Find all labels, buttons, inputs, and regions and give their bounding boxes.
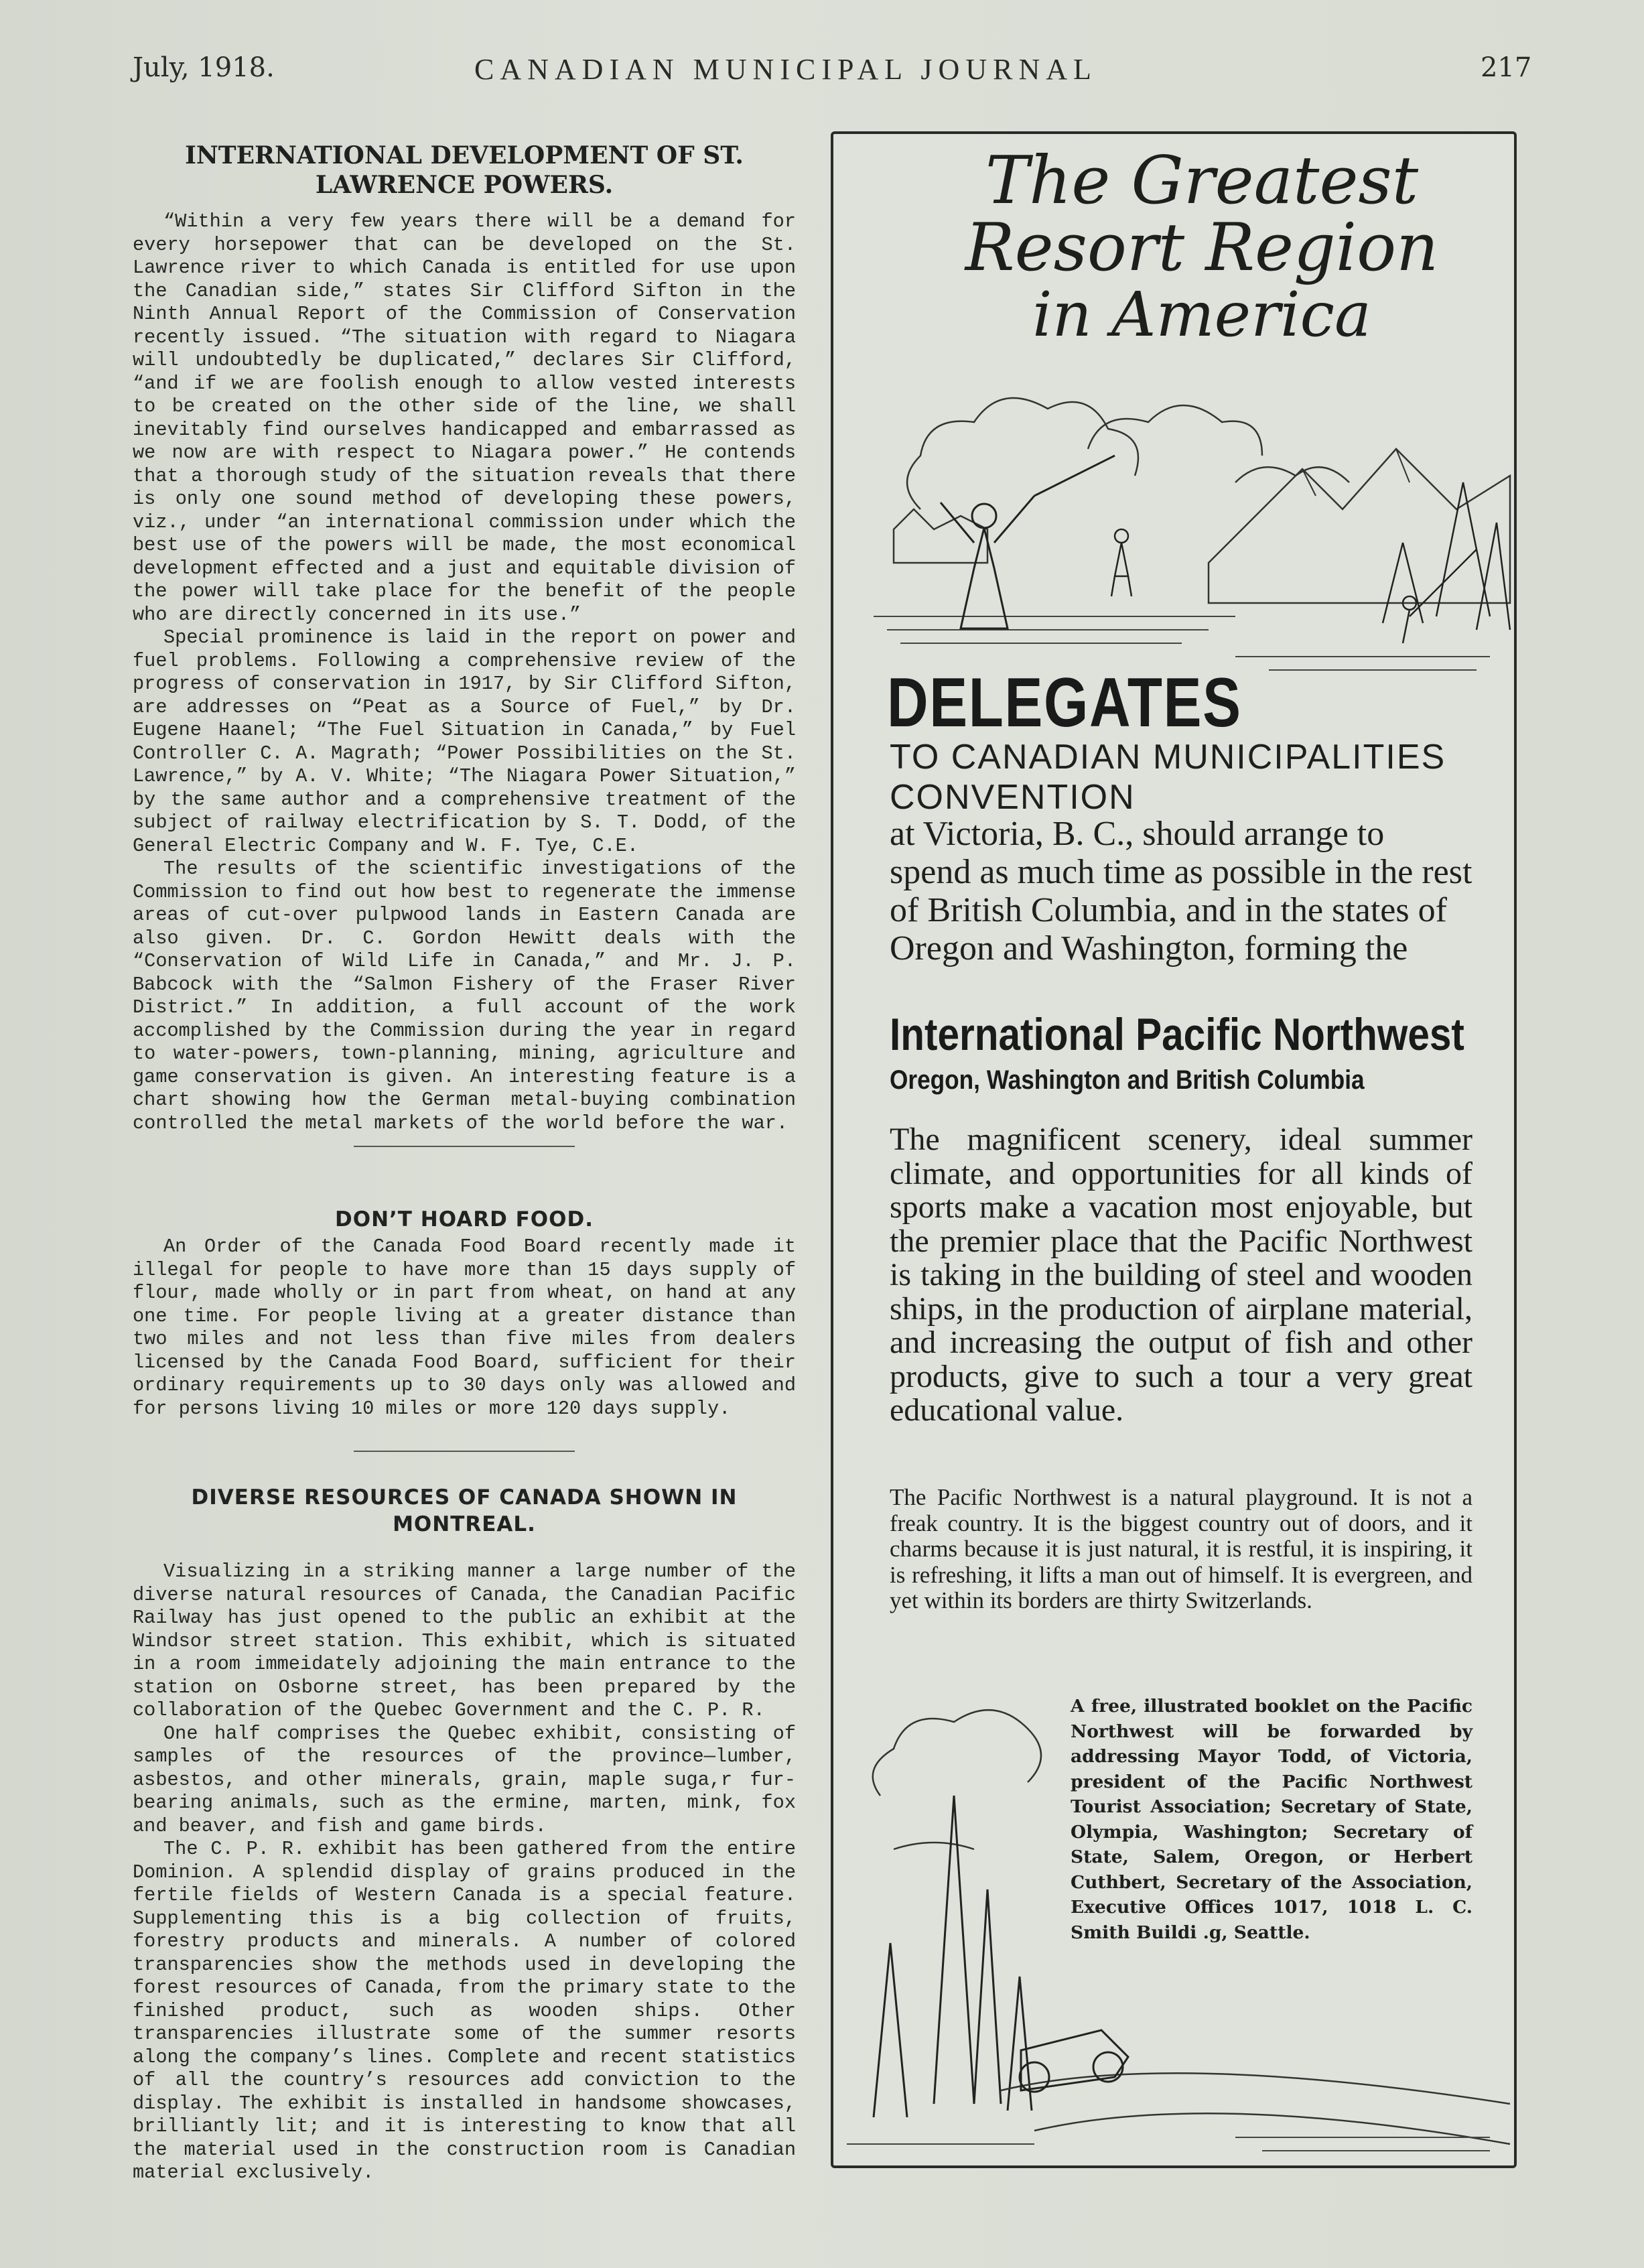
article-hoard-food	[133, 1206, 796, 1420]
article-paragraph: The C. P. R. exhibit has been gathered from the entire Dominion. A splendid display of grains produced in the fertile fields of Western Canada is a special feature. Supplementing this is a big collection of fruits, forestry products and minerals. A number of colored transparencies show the methods used in developing the forest resources of Canada, from the primary state to the finished product, such as wooden ships. Other transparencies illustrate some of the summer resorts along the company’s lines. Complete and recent statistics of all the country’s resources add conviction to the display. The exhibit is installed in handsome showcases, brilliantly lit; and it is interesting to know that all the material used in the construction room is Canadian material exclusively.	[133, 1838, 796, 2184]
issue-date: July, 1918.	[133, 52, 275, 83]
ad-body-paragraph-2: The Pacific Northwest is a natural playground. It is not a freak country. It is the biggest country out of doors, and it charms because it is just natural, it is restful, it is inspiring, it is refreshing, it lifts a man out of himself. It is evergreen, and yet within its borders are thirty Switzerlands.	[890, 1484, 1472, 1613]
journal-title: CANADIAN MUNICIPAL JOURNAL	[474, 53, 1097, 86]
page-number: 217	[1481, 52, 1532, 83]
region-title: International Pacific Northwest	[890, 1009, 1464, 1060]
article-title: DIVERSE RESOURCES OF CANADA SHOWN IN MONTREAL.	[191, 1485, 738, 1536]
article-title: INTERNATIONAL DEVELOPMENT OF ST. LAWRENCE POWERS.	[185, 141, 744, 199]
article-title: DON’T HOARD FOOD.	[335, 1207, 594, 1231]
ad-headline: DELEGATES	[887, 664, 1242, 742]
article-paragraph: The results of the scientific investigations of the Commission to find out how best to regenerate the immense areas of cut-over pulpwood lands in Eastern Canada are also given. Dr. C. Gordon Hewitt deals with the “Conservation of Wild Life in Canada,” and Mr. J. P. Babcock with the “Salmon Fishery of the Fraser River District.” In addition, a full account of the work accomplished by the Commission during the year in regard to water-powers, town-planning, mining, agriculture and game conservation is given. An interesting feature is a chart showing how the German metal-buying combination controlled the metal markets of the world before the war.	[133, 858, 796, 1134]
script-title-line1: The Greatest	[985, 143, 1419, 219]
ad-subhead: TO CANADIAN MUNICIPALITIES CONVENTION	[890, 738, 1446, 817]
ad-body-paragraph: The magnificent scenery, ideal summer climate, and opportunities for all kinds of sports make a vacation most enjoyable, but the premier place that the Pacific Northwest is taking in the building of steel and wooden ships, in the production of airplane material, and increasing the output of fish and other products, give to such a tour a very great educational value.	[890, 1122, 1472, 1428]
booklet-offer: A free, illustrated booklet on the Pacific Northwest will be forwarded by addressing Mayor Todd, of Victoria, president of the Pacific Northwest Tourist Association; Secretary of State, Olympia, Washington; Secretary of State, Salem, Oregon, or Herbert Cuthbert, Secretary of the Association, Executive Offices 1017, 1018 L. C. Smith Buildi .g, Seattle.	[1071, 1696, 1472, 1943]
article-paragraph: An Order of the Canada Food Board recently made it illegal for people to have more than 15 days supply of flour, made wholly or in part from wheat, on hand at any one time. For people living at a greater distance than two miles and not less than five miles from dealers licensed by the Canada Food Board, sufficient for their ordinary requirements up to 30 days only was allowed and for persons living 10 miles or more 120 days supply.	[133, 1236, 796, 1420]
article-paragraph: “Within a very few years there will be a demand for every horsepower that can be developed on the St. Lawrence river to which Canada is entitled for use upon the Canadian side,” states Sir Clifford Sifton in the Ninth Annual Report of the Commission of Conservation recently issued. “The situation with regard to Niagara will undoubtedly be duplicated,” declares Sir Clifford, “and if we are foolish enough to allow vested interests to be created on the other side of the line, we shall inevitably find ourselves handicapped and embarrassed as we now are with respect to Niagara power.” He contends that a thorough study of the situation reveals that there is only one sound method of developing these powers, viz., under “an international commission under which the best use of the powers will be made, the most economical development effected and a just and equitable division of the power will take place for the benefit of the people who are directly concerned in its use.”	[133, 210, 796, 626]
section-divider	[354, 1146, 575, 1147]
region-subtitle: Oregon, Washington and British Columbia	[890, 1065, 1365, 1095]
article-paragraph: Visualizing in a striking manner a large number of the diverse natural resources of Canada, the Canadian Pacific Railway has just opened to the public an exhibit at the Windsor street station. This exhibit, which is situated in a room immeidately adjoining the main entrance to the station on Osborne street, has been prepared by the collaboration of the Quebec Government and the C. P. R.	[133, 1560, 796, 1721]
ad-script-title	[914, 143, 1490, 350]
tourism-advertisement	[831, 131, 1517, 2168]
article-diverse-resources	[133, 1484, 796, 2185]
section-divider	[354, 1451, 575, 1452]
article-st-lawrence	[133, 141, 796, 1135]
ad-intro: at Victoria, B. C., should arrange to spend as much time as possible in the rest of British Columbia, and in the states of Oregon and Washington, forming the	[890, 815, 1472, 968]
article-paragraph: Special prominence is laid in the report on power and fuel problems. Following a comprehensive review of the progress of conservation in 1917, by Sir Clifford Sifton, are addresses on “Peat as a Source of Fuel,” by Dr. Eugene Haanel; “The Fuel Situation in Canada,” by Fuel Controller C. A. Magrath; “Power Possibilities on the St. Lawrence,” by A. V. White; “The Niagara Power Situation,” by the same author and a comprehensive treatment of the subject of railway electrification by S. T. Dodd, of the General Electric Company and W. F. Tye, C.E.	[133, 626, 796, 857]
script-title-line2: Resort Region	[965, 210, 1439, 286]
article-paragraph: One half comprises the Quebec exhibit, consisting of samples of the resources of the province—lumber, asbestos, and other minerals, grain, maple suga,r fur-bearing animals, such as the ermine, marten, mink, fox and beaver, and fish and game birds.	[133, 1722, 796, 1837]
script-title-line3: in America	[1032, 279, 1371, 350]
